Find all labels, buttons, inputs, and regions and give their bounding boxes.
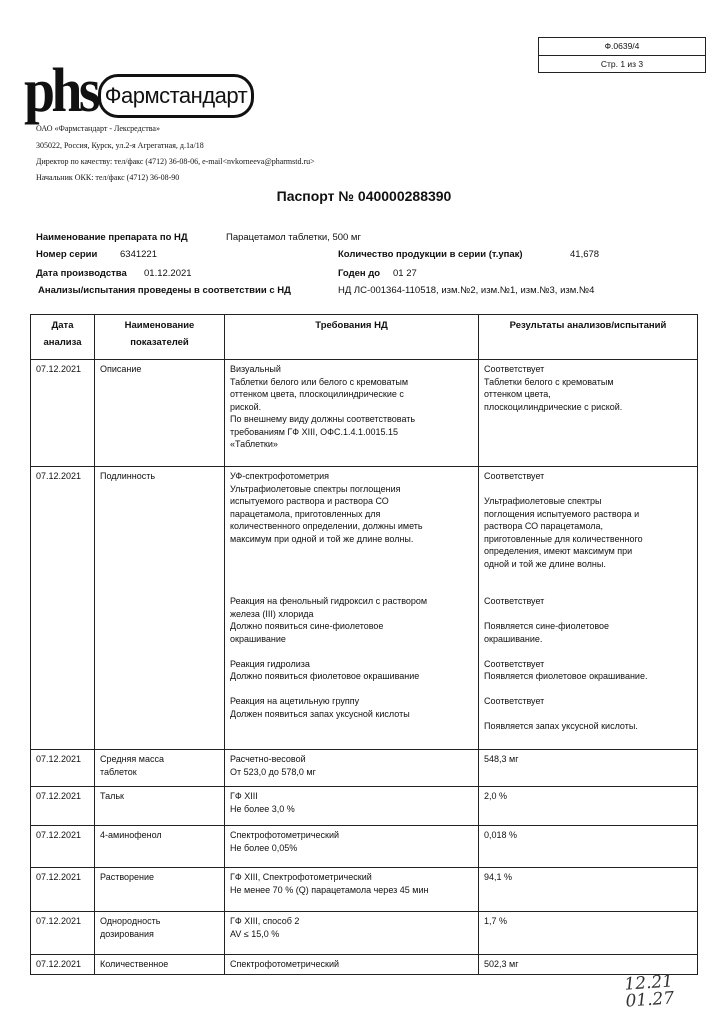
- result-line: Соответствует: [484, 471, 545, 481]
- analysis-date: 07.12.2021: [36, 916, 82, 926]
- cell-requirements: [225, 912, 479, 955]
- result-line: 0,018 %: [484, 830, 518, 840]
- cell-indicator: [95, 912, 225, 955]
- analysis-table: [30, 314, 698, 975]
- form-code: Ф.0639/4: [539, 38, 705, 56]
- form-number-box: [538, 37, 706, 73]
- expiry-value: 01 27: [393, 268, 417, 279]
- indicator-line: Количественное: [100, 959, 169, 969]
- cell-requirements: [225, 360, 479, 467]
- result-line: Появляется фиолетовое окрашивание.: [484, 671, 648, 681]
- table-row: [31, 360, 698, 467]
- result-line: поглощения испытуемого раствора и: [484, 508, 640, 519]
- cell-indicator: [95, 955, 225, 975]
- cell-requirements: [225, 955, 479, 975]
- cell-requirements: [225, 750, 479, 787]
- production-date-value: 01.12.2021: [144, 268, 192, 279]
- result-line: определения, имеют максимум при: [484, 546, 633, 556]
- result-line: [484, 483, 692, 496]
- indicator-line: Растворение: [100, 872, 155, 882]
- requirement-line: Ультрафиолетовые спектры поглощения: [230, 483, 401, 494]
- cell-date: [31, 955, 95, 975]
- logo-mark: phs: [24, 57, 97, 125]
- result-line: 2,0 %: [484, 791, 508, 801]
- requirement-line: ГФ XIII, Спектрофотометрический: [230, 872, 372, 882]
- cell-indicator: [95, 360, 225, 467]
- result-line: 502,3 мг: [484, 959, 519, 969]
- table-row: [31, 912, 698, 955]
- result-line: окрашивание.: [484, 633, 543, 644]
- cell-requirements: [225, 787, 479, 826]
- indicator-line: Тальк: [100, 791, 124, 801]
- requirement-line: парацетамола, приготовленных для: [230, 508, 381, 519]
- requirement-line: Не более 0,05%: [230, 842, 298, 853]
- requirement-line: Визуальный: [230, 364, 281, 374]
- analysis-date: 07.12.2021: [36, 754, 82, 764]
- requirement-line: Реакция гидролиза: [230, 658, 310, 669]
- requirement-line: Должно появиться сине-фиолетовое: [230, 621, 384, 631]
- analysis-date: 07.12.2021: [36, 959, 82, 969]
- result-line: [484, 645, 692, 658]
- tests-standard-value: НД ЛС-001364-110518, изм.№2, изм.№1, изм.№3, изм.№4: [338, 285, 595, 296]
- result-line: [484, 683, 692, 696]
- requirement-line: Реакция на фенольный гидроксил с раствором: [230, 596, 428, 606]
- requirement-line: Не более 3,0 %: [230, 803, 295, 814]
- analysis-date: 07.12.2021: [36, 791, 82, 801]
- table-row: [31, 868, 698, 912]
- table-row: [31, 826, 698, 868]
- cell-result: [479, 750, 698, 787]
- table-row: [31, 467, 698, 750]
- cell-result: [479, 826, 698, 868]
- cell-indicator: [95, 868, 225, 912]
- requirement-line: [230, 583, 473, 596]
- requirement-line: количественного определении, должны иметь: [230, 521, 423, 531]
- page-title: Паспорт № 040000288390: [276, 188, 452, 204]
- handwritten-note: [624, 973, 675, 1010]
- result-line: Таблетки белого с кремоватым: [484, 376, 614, 387]
- requirement-line: Спектрофотометрический: [230, 830, 340, 840]
- requirement-line: [230, 645, 473, 658]
- result-line: [484, 608, 692, 621]
- requirement-line: максимум при одной и той же длине волны.: [230, 533, 414, 544]
- quantity-label: Количество продукции в серии (т.упак): [338, 249, 523, 260]
- analysis-date: 07.12.2021: [36, 364, 82, 374]
- header-text: Требования НД: [315, 320, 388, 331]
- quality-director-contact: Директор по качеству: тел/факс (4712) 36-08-06, e-mail<nvkorneeva@pharmstd.ru>: [36, 157, 315, 166]
- cell-result: [479, 467, 698, 750]
- cell-date: [31, 467, 95, 750]
- cell-indicator: [95, 750, 225, 787]
- header-text: Наименование: [124, 320, 195, 331]
- result-line: одной и той же длине волны.: [484, 558, 606, 569]
- requirement-line: [230, 545, 473, 558]
- result-line: Появляется запах уксусной кислоты.: [484, 721, 638, 731]
- handwritten-line-1: 12.21: [623, 971, 674, 995]
- cell-result: [479, 360, 698, 467]
- header-indicator: [95, 315, 225, 360]
- cell-date: [31, 750, 95, 787]
- result-line: Появляется сине-фиолетовое: [484, 621, 610, 631]
- cell-result: [479, 868, 698, 912]
- cell-date: [31, 787, 95, 826]
- header-results: [479, 315, 698, 360]
- quantity-value: 41,678: [570, 249, 600, 260]
- requirement-line: Реакция на ацетильную группу: [230, 696, 360, 706]
- indicator-line: Однородность: [100, 916, 161, 926]
- result-line: оттенком цвета,: [484, 389, 551, 399]
- cell-indicator: [95, 787, 225, 826]
- result-line: [484, 708, 692, 721]
- result-line: Соответствует: [484, 596, 545, 606]
- header-date: [31, 315, 95, 360]
- cell-date: [31, 868, 95, 912]
- indicator-line: 4-аминофенол: [100, 830, 162, 840]
- cell-indicator: [95, 826, 225, 868]
- production-date-label: Дата производства: [36, 268, 127, 279]
- analysis-date: 07.12.2021: [36, 830, 82, 840]
- requirement-line: Не менее 70 % (Q) парацетамола через 45 мин: [230, 884, 429, 895]
- result-line: Соответствует: [484, 658, 545, 669]
- requirement-line: окрашивание: [230, 633, 286, 644]
- table-row: [31, 750, 698, 787]
- header-text: Дата: [51, 320, 74, 331]
- requirement-line: По внешнему виду должны соответствовать: [230, 414, 416, 424]
- cell-result: [479, 912, 698, 955]
- company-name: ОАО «Фармстандарт - Лексредства»: [36, 124, 160, 133]
- logo-name: Фармстандарт: [98, 74, 254, 118]
- result-line: Соответствует: [484, 364, 545, 374]
- requirement-line: Должен появиться запах уксусной кислоты: [230, 708, 410, 719]
- requirement-line: железа (III) хлорида: [230, 608, 314, 619]
- requirement-line: [230, 558, 473, 571]
- requirement-line: ГФ XIII, способ 2: [230, 916, 300, 926]
- indicator-line: Подлинность: [100, 471, 156, 481]
- result-line: 94,1 %: [484, 872, 513, 882]
- cell-result: [479, 787, 698, 826]
- requirement-line: Расчетно-весовой: [230, 754, 306, 764]
- header-text: анализа: [43, 337, 82, 348]
- requirement-line: риской.: [230, 401, 262, 412]
- header-requirements: [225, 315, 479, 360]
- requirement-line: [230, 683, 473, 696]
- drug-value: Парацетамол таблетки, 500 мг: [226, 232, 361, 243]
- requirement-line: УФ-спектрофотометрия: [230, 471, 329, 481]
- requirement-line: Должно появиться фиолетовое окрашивание: [230, 671, 420, 681]
- cell-requirements: [225, 467, 479, 750]
- series-value: 6341221: [120, 249, 157, 260]
- cell-indicator: [95, 467, 225, 750]
- requirement-line: испытуемого раствора и раствора СО: [230, 496, 389, 506]
- result-line: плоскоцилиндрические с риской.: [484, 401, 623, 412]
- company-address: 305022, Россия, Курск, ул.2-я Агрегатная, д.1а/18: [36, 141, 204, 150]
- requirement-line: От 523,0 до 578,0 мг: [230, 766, 316, 777]
- tests-standard-label: Анализы/испытания проведены в соответствии с НД: [38, 285, 291, 296]
- expiry-label: Годен до: [338, 268, 381, 279]
- cell-date: [31, 360, 95, 467]
- indicator-line: дозирования: [100, 928, 154, 939]
- cell-date: [31, 912, 95, 955]
- requirement-line: ГФ XIII: [230, 791, 258, 801]
- requirement-line: Спектрофотометрический: [230, 959, 340, 969]
- requirement-line: Таблетки белого или белого с кремоватым: [230, 376, 409, 387]
- analysis-date: 07.12.2021: [36, 471, 82, 481]
- result-line: 1,7 %: [484, 916, 508, 926]
- result-line: 548,3 мг: [484, 754, 519, 764]
- cell-date: [31, 826, 95, 868]
- cell-requirements: [225, 826, 479, 868]
- header-text: Результаты анализов/испытаний: [509, 320, 667, 331]
- drug-label: Наименование препарата по НД: [36, 232, 188, 243]
- indicator-line: таблеток: [100, 766, 137, 777]
- requirement-line: оттенком цвета, плоскоцилиндрические с: [230, 389, 404, 399]
- result-line: Ультрафиолетовые спектры: [484, 496, 602, 506]
- analysis-date: 07.12.2021: [36, 872, 82, 882]
- page-indicator: Стр. 1 из 3: [600, 59, 644, 69]
- result-line: приготовленные для количественного: [484, 533, 643, 544]
- table-header-row: [31, 315, 698, 360]
- indicator-line: Описание: [100, 364, 142, 374]
- result-line: раствора СО парацетамола,: [484, 521, 604, 531]
- requirement-line: [230, 570, 473, 583]
- requirement-line: «Таблетки»: [230, 439, 278, 449]
- indicator-line: Средняя масса: [100, 754, 164, 764]
- requirement-line: AV ≤ 15,0 %: [230, 928, 280, 939]
- requirement-line: требованиям ГФ XIII, ОФС.1.4.1.0015.15: [230, 426, 399, 437]
- table-row: [31, 787, 698, 826]
- series-label: Номер серии: [36, 249, 98, 260]
- result-line: [484, 583, 692, 596]
- result-line: [484, 570, 692, 583]
- qc-head-contact: Начальник ОКК: тел/факс (4712) 36-08-90: [36, 173, 180, 182]
- header-text: показателей: [130, 337, 189, 348]
- cell-requirements: [225, 868, 479, 912]
- handwritten-line-2: 01.27: [624, 988, 675, 1012]
- table-row: [31, 955, 698, 975]
- result-line: Соответствует: [484, 696, 545, 706]
